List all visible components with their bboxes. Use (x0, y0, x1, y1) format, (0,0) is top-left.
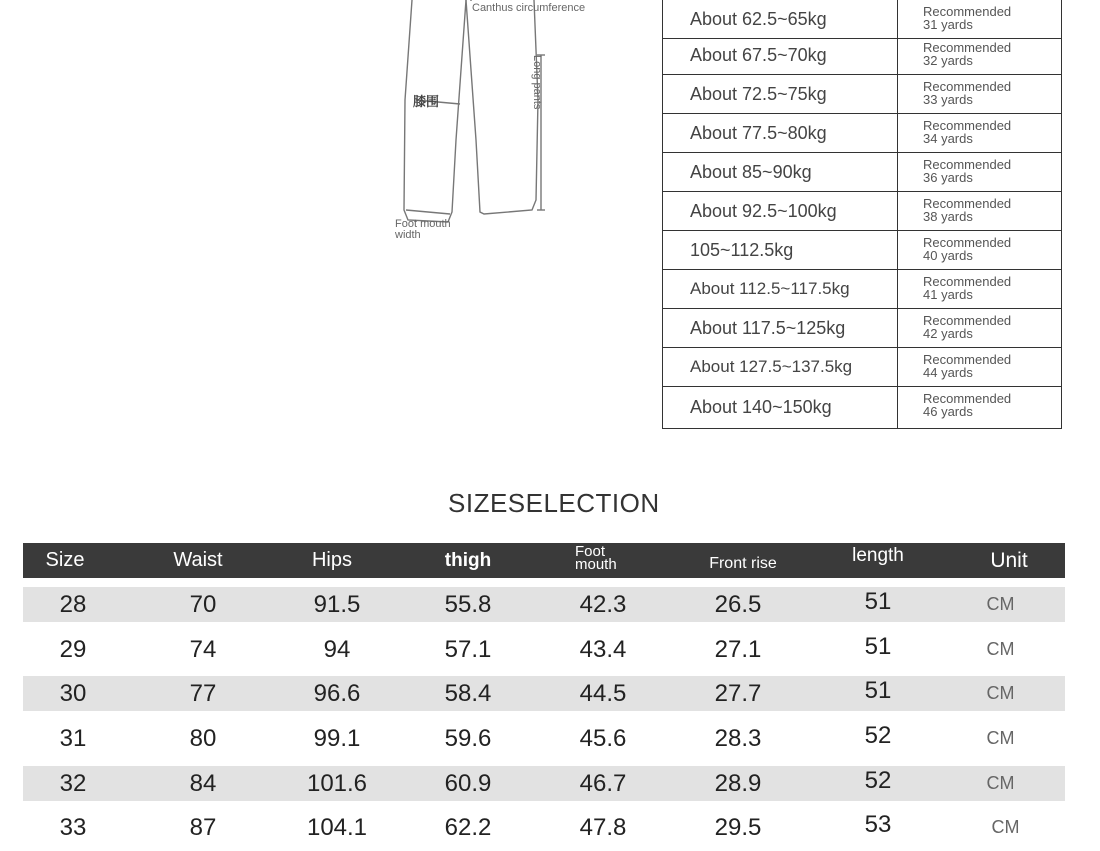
unit-cell: CM (986, 773, 1015, 793)
header-hips: Hips (311, 549, 352, 571)
size-recommendation: Recommended 42 yards (923, 313, 1012, 341)
header-waist: Waist (173, 549, 223, 571)
column-divider (897, 348, 898, 386)
unit-cell: CM (986, 683, 1015, 703)
front-rise-cell: 26.5 (714, 590, 762, 618)
thigh-cell: 62.2 (444, 813, 492, 841)
hips-cell: 94 (323, 635, 351, 663)
weight-row (663, 309, 1061, 348)
size-cell: 32 (59, 769, 87, 797)
size-cell: 28 (59, 590, 87, 618)
header-length: length (852, 545, 904, 566)
header-front-rise: Front rise (709, 554, 777, 572)
waist-cell: 84 (189, 769, 217, 797)
weight-row (663, 348, 1061, 387)
length-cell: 52 (864, 722, 892, 749)
size-table-header (23, 543, 1065, 578)
front-rise-cell: 27.7 (714, 679, 762, 707)
waist-cell: 70 (189, 590, 217, 618)
weight-range: About 92.5~100kg (690, 201, 837, 221)
front-rise-cell: 29.5 (714, 813, 762, 841)
weight-row (663, 270, 1061, 309)
thigh-cell: 59.6 (444, 724, 492, 752)
length-cell: 53 (864, 811, 892, 838)
length-cell: 51 (864, 588, 892, 615)
unit-cell: CM (986, 728, 1015, 748)
column-divider (897, 270, 898, 308)
length-cell: 52 (864, 767, 892, 794)
front-rise-cell: 28.9 (714, 769, 762, 797)
size-recommendation: Recommended 32 yards (923, 40, 1012, 68)
foot-mouth-cell: 46.7 (579, 769, 627, 797)
length-cell: 51 (864, 633, 892, 660)
hips-cell: 104.1 (306, 813, 368, 841)
size-recommendation: Recommended 34 yards (923, 118, 1012, 146)
weight-range: About 62.5~65kg (690, 9, 827, 29)
weight-row (663, 387, 1061, 429)
header-foot-mouth: Foot mouth (575, 543, 617, 573)
size-row (23, 676, 1065, 711)
size-recommendation: Recommended 41 yards (923, 274, 1012, 302)
hips-cell: 96.6 (313, 679, 361, 707)
size-recommendation: Recommended 46 yards (923, 391, 1012, 419)
size-recommendation: Recommended 38 yards (923, 196, 1012, 224)
length-cell: 51 (864, 677, 892, 704)
weight-range: About 67.5~70kg (690, 45, 827, 65)
waist-cell: 87 (189, 813, 217, 841)
size-selection-title: SIZESELECTION (448, 488, 660, 518)
waist-cell: 77 (189, 679, 217, 707)
size-recommendation: Recommended 31 yards (923, 4, 1012, 32)
pants-diagram (380, 0, 610, 260)
weight-range: About 117.5~125kg (690, 318, 846, 338)
foot-mouth-cell: 44.5 (579, 679, 627, 707)
foot-mouth-cell: 45.6 (579, 724, 627, 752)
size-recommendation: Recommended 44 yards (923, 352, 1012, 380)
foot-mouth-cell: 47.8 (579, 813, 627, 841)
weight-range: About 72.5~75kg (690, 84, 827, 104)
column-divider (897, 0, 898, 38)
foot-mouth-cell: 43.4 (579, 635, 627, 663)
weight-row (663, 153, 1061, 192)
size-cell: 29 (59, 635, 87, 663)
unit-cell: CM (986, 594, 1015, 614)
hips-cell: 99.1 (313, 724, 361, 752)
weight-range: About 127.5~137.5kg (690, 357, 853, 376)
weight-row (663, 36, 1061, 75)
column-divider (897, 231, 898, 269)
foot-mouth-cell: 42.3 (579, 590, 627, 618)
weight-range: About 140~150kg (690, 397, 832, 417)
weight-range: About 77.5~80kg (690, 123, 827, 143)
column-divider (897, 387, 898, 429)
weight-row (663, 75, 1061, 114)
header-thigh: thigh (444, 549, 492, 571)
waist-cell: 80 (189, 724, 217, 752)
size-row (23, 587, 1065, 622)
weight-row (663, 0, 1061, 39)
size-row (23, 721, 1065, 756)
size-row (23, 766, 1065, 801)
unit-cell: CM (991, 817, 1020, 837)
column-divider (897, 309, 898, 347)
size-cell: 31 (59, 724, 87, 752)
size-recommendation: Recommended 40 yards (923, 235, 1012, 263)
unit-cell: CM (986, 639, 1015, 659)
header-unit: Unit (990, 548, 1028, 572)
hips-cell: 101.6 (306, 769, 368, 797)
weight-row (663, 231, 1061, 270)
header-size: Size (45, 549, 85, 571)
size-recommendation: Recommended 36 yards (923, 157, 1012, 185)
canthus-label: Canthus circumference (472, 2, 586, 14)
size-row (23, 632, 1065, 667)
front-rise-cell: 28.3 (714, 724, 762, 752)
waist-cell: 74 (189, 635, 217, 663)
weight-range: About 85~90kg (690, 162, 812, 182)
thigh-cell: 58.4 (444, 679, 492, 707)
weight-range: About 112.5~117.5kg (690, 279, 850, 298)
column-divider (897, 75, 898, 113)
size-cell: 30 (59, 679, 87, 707)
hips-cell: 91.5 (313, 590, 361, 618)
column-divider (897, 153, 898, 191)
thigh-cell: 60.9 (444, 769, 492, 797)
column-divider (897, 192, 898, 230)
weight-recommendation-table (662, 0, 1062, 429)
size-cell: 33 (59, 813, 87, 841)
weight-row (663, 192, 1061, 231)
column-divider (897, 114, 898, 152)
size-row (23, 810, 1065, 845)
long-pants-label: Long pants (531, 55, 543, 110)
front-rise-cell: 27.1 (714, 635, 762, 663)
weight-row (663, 114, 1061, 153)
foot-mouth-label: Foot mouth width (395, 218, 451, 241)
thigh-cell: 57.1 (444, 635, 492, 663)
thigh-cell: 55.8 (444, 590, 492, 618)
knee-label: 膝围 (413, 95, 440, 110)
weight-range: 105~112.5kg (690, 240, 794, 260)
column-divider (897, 36, 898, 74)
size-recommendation: Recommended 33 yards (923, 79, 1012, 107)
